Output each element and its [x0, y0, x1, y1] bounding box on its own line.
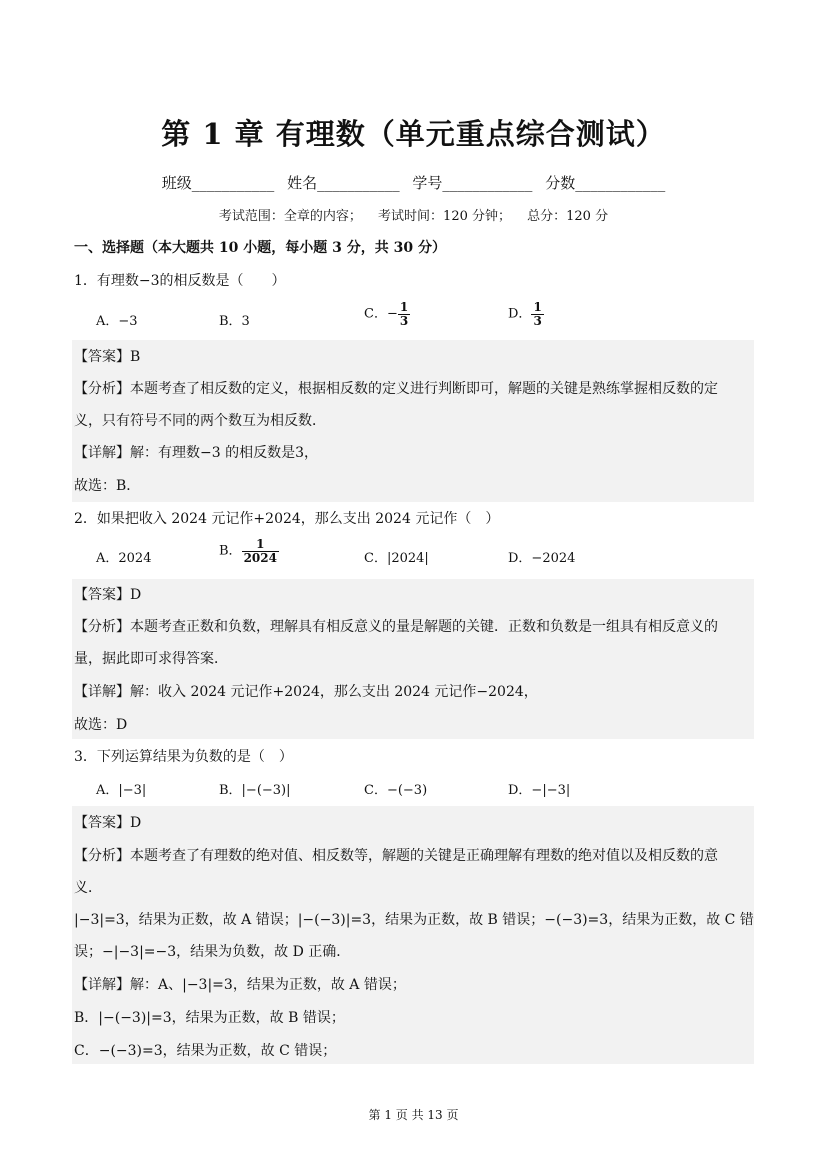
- fraction-numerator: 1: [533, 300, 542, 314]
- q2-option-b-prefix: B．: [219, 543, 242, 559]
- q2-analysis-line1: 【分析】本题考查正数和负数，理解具有相反意义的量是解题的关键．正数和负数是一组具有相反意义的: [74, 619, 718, 635]
- q2-analysis-line2: 量，据此即可求得答案．: [74, 651, 228, 667]
- q1-option-d: [508, 301, 544, 327]
- student-id-field: 学号____________: [412, 174, 533, 192]
- q1-stem: 1．有理数−3的相反数是（ ）: [74, 273, 286, 289]
- q3-analysis-line3: |−3|=3，结果为正数，故 A 错误；|−(−3)|=3，结果为正数，故 B 错误；−(−3)=3，结果为正数，故 C 错: [74, 912, 754, 928]
- page-footer: 第 1 页 共 13 页: [368, 1108, 459, 1122]
- class-field: 班级___________: [161, 174, 275, 192]
- exam-scope: 考试范围：全章的内容；: [218, 209, 362, 224]
- q1-choose: 故选：B．: [74, 478, 141, 494]
- q3-option-b: B．|−(−3)|: [219, 783, 291, 798]
- q1-option-d-prefix: D．: [508, 306, 532, 322]
- q2-answer: 【答案】D: [74, 587, 142, 603]
- q1-option-c-fraction: [398, 301, 410, 327]
- exam-total: 总分：120 分: [527, 209, 609, 224]
- q1-option-d-fraction: [531, 301, 543, 327]
- fraction-denominator: 3: [399, 313, 409, 328]
- fraction-denominator: 2024: [243, 550, 277, 565]
- q1-option-b: B．3: [219, 314, 250, 329]
- page-title: 第 1 章 有理数（单元重点综合测试）: [161, 117, 666, 151]
- fraction-denominator: 3: [533, 313, 542, 328]
- q1-option-c-prefix: C．−: [364, 306, 398, 322]
- q2-option-a: A．2024: [96, 551, 152, 566]
- q3-detail-line1: 【详解】解：A、|−3|=3，结果为正数，故 A 错误；: [74, 977, 406, 993]
- fraction-numerator: 1: [242, 538, 279, 552]
- student-info: [0, 172, 827, 193]
- q2-option-d: D．−2024: [508, 551, 576, 566]
- section-title: 一、选择题（本大题共 10 小题，每小题 3 分，共 30 分）: [74, 240, 446, 256]
- q2-option-c: C．|2024|: [364, 551, 429, 566]
- fraction-numerator: 1: [399, 300, 409, 314]
- q3-answer: 【答案】D: [74, 815, 142, 831]
- name-field: 姓名___________: [287, 174, 400, 192]
- q3-analysis-line4: 误；−|−3|=−3，结果为负数，故 D 正确．: [74, 944, 351, 960]
- q2-detail: 【详解】解：收入 2024 元记作+2024，那么支出 2024 元记作−2024，: [74, 684, 538, 700]
- score-field: 分数____________: [545, 174, 666, 192]
- q1-option-a: A．−3: [96, 314, 138, 329]
- q1-analysis-line2: 义，只有符号不同的两个数互为相反数．: [74, 413, 326, 429]
- q3-option-c: C．−(−3): [364, 783, 428, 798]
- q1-analysis-line1: 【分析】本题考查了相反数的定义，根据相反数的定义进行判断即可，解题的关键是熟练掌握相反数的定: [74, 381, 718, 397]
- q3-option-a: A．|−3|: [96, 783, 147, 798]
- q1-option-c: [364, 301, 410, 327]
- q2-option-b-fraction: [242, 538, 279, 564]
- q3-analysis-line2: 义．: [74, 880, 102, 896]
- q3-detail-line2: B．|−(−3)|=3，结果为正数，故 B 错误；: [74, 1010, 345, 1026]
- q3-stem: 3．下列运算结果为负数的是（ ）: [74, 749, 293, 765]
- exam-info: [0, 205, 827, 224]
- q2-option-b: [219, 538, 279, 564]
- q3-analysis-line1: 【分析】本题考查了有理数的绝对值、相反数等，解题的关键是正确理解有理数的绝对值以及相反数的意: [74, 848, 718, 864]
- q3-option-d: D．−|−3|: [508, 783, 571, 798]
- q2-choose: 故选：D: [74, 717, 128, 733]
- q3-detail-line3: C．−(−3)=3，结果为正数，故 C 错误；: [74, 1043, 337, 1059]
- exam-time: 考试时间：120 分钟；: [378, 209, 511, 224]
- q1-detail: 【详解】解：有理数−3 的相反数是3，: [74, 445, 318, 461]
- q2-stem: 2．如果把收入 2024 元记作+2024，那么支出 2024 元记作（ ）: [74, 511, 500, 527]
- q1-answer: 【答案】B: [74, 349, 141, 365]
